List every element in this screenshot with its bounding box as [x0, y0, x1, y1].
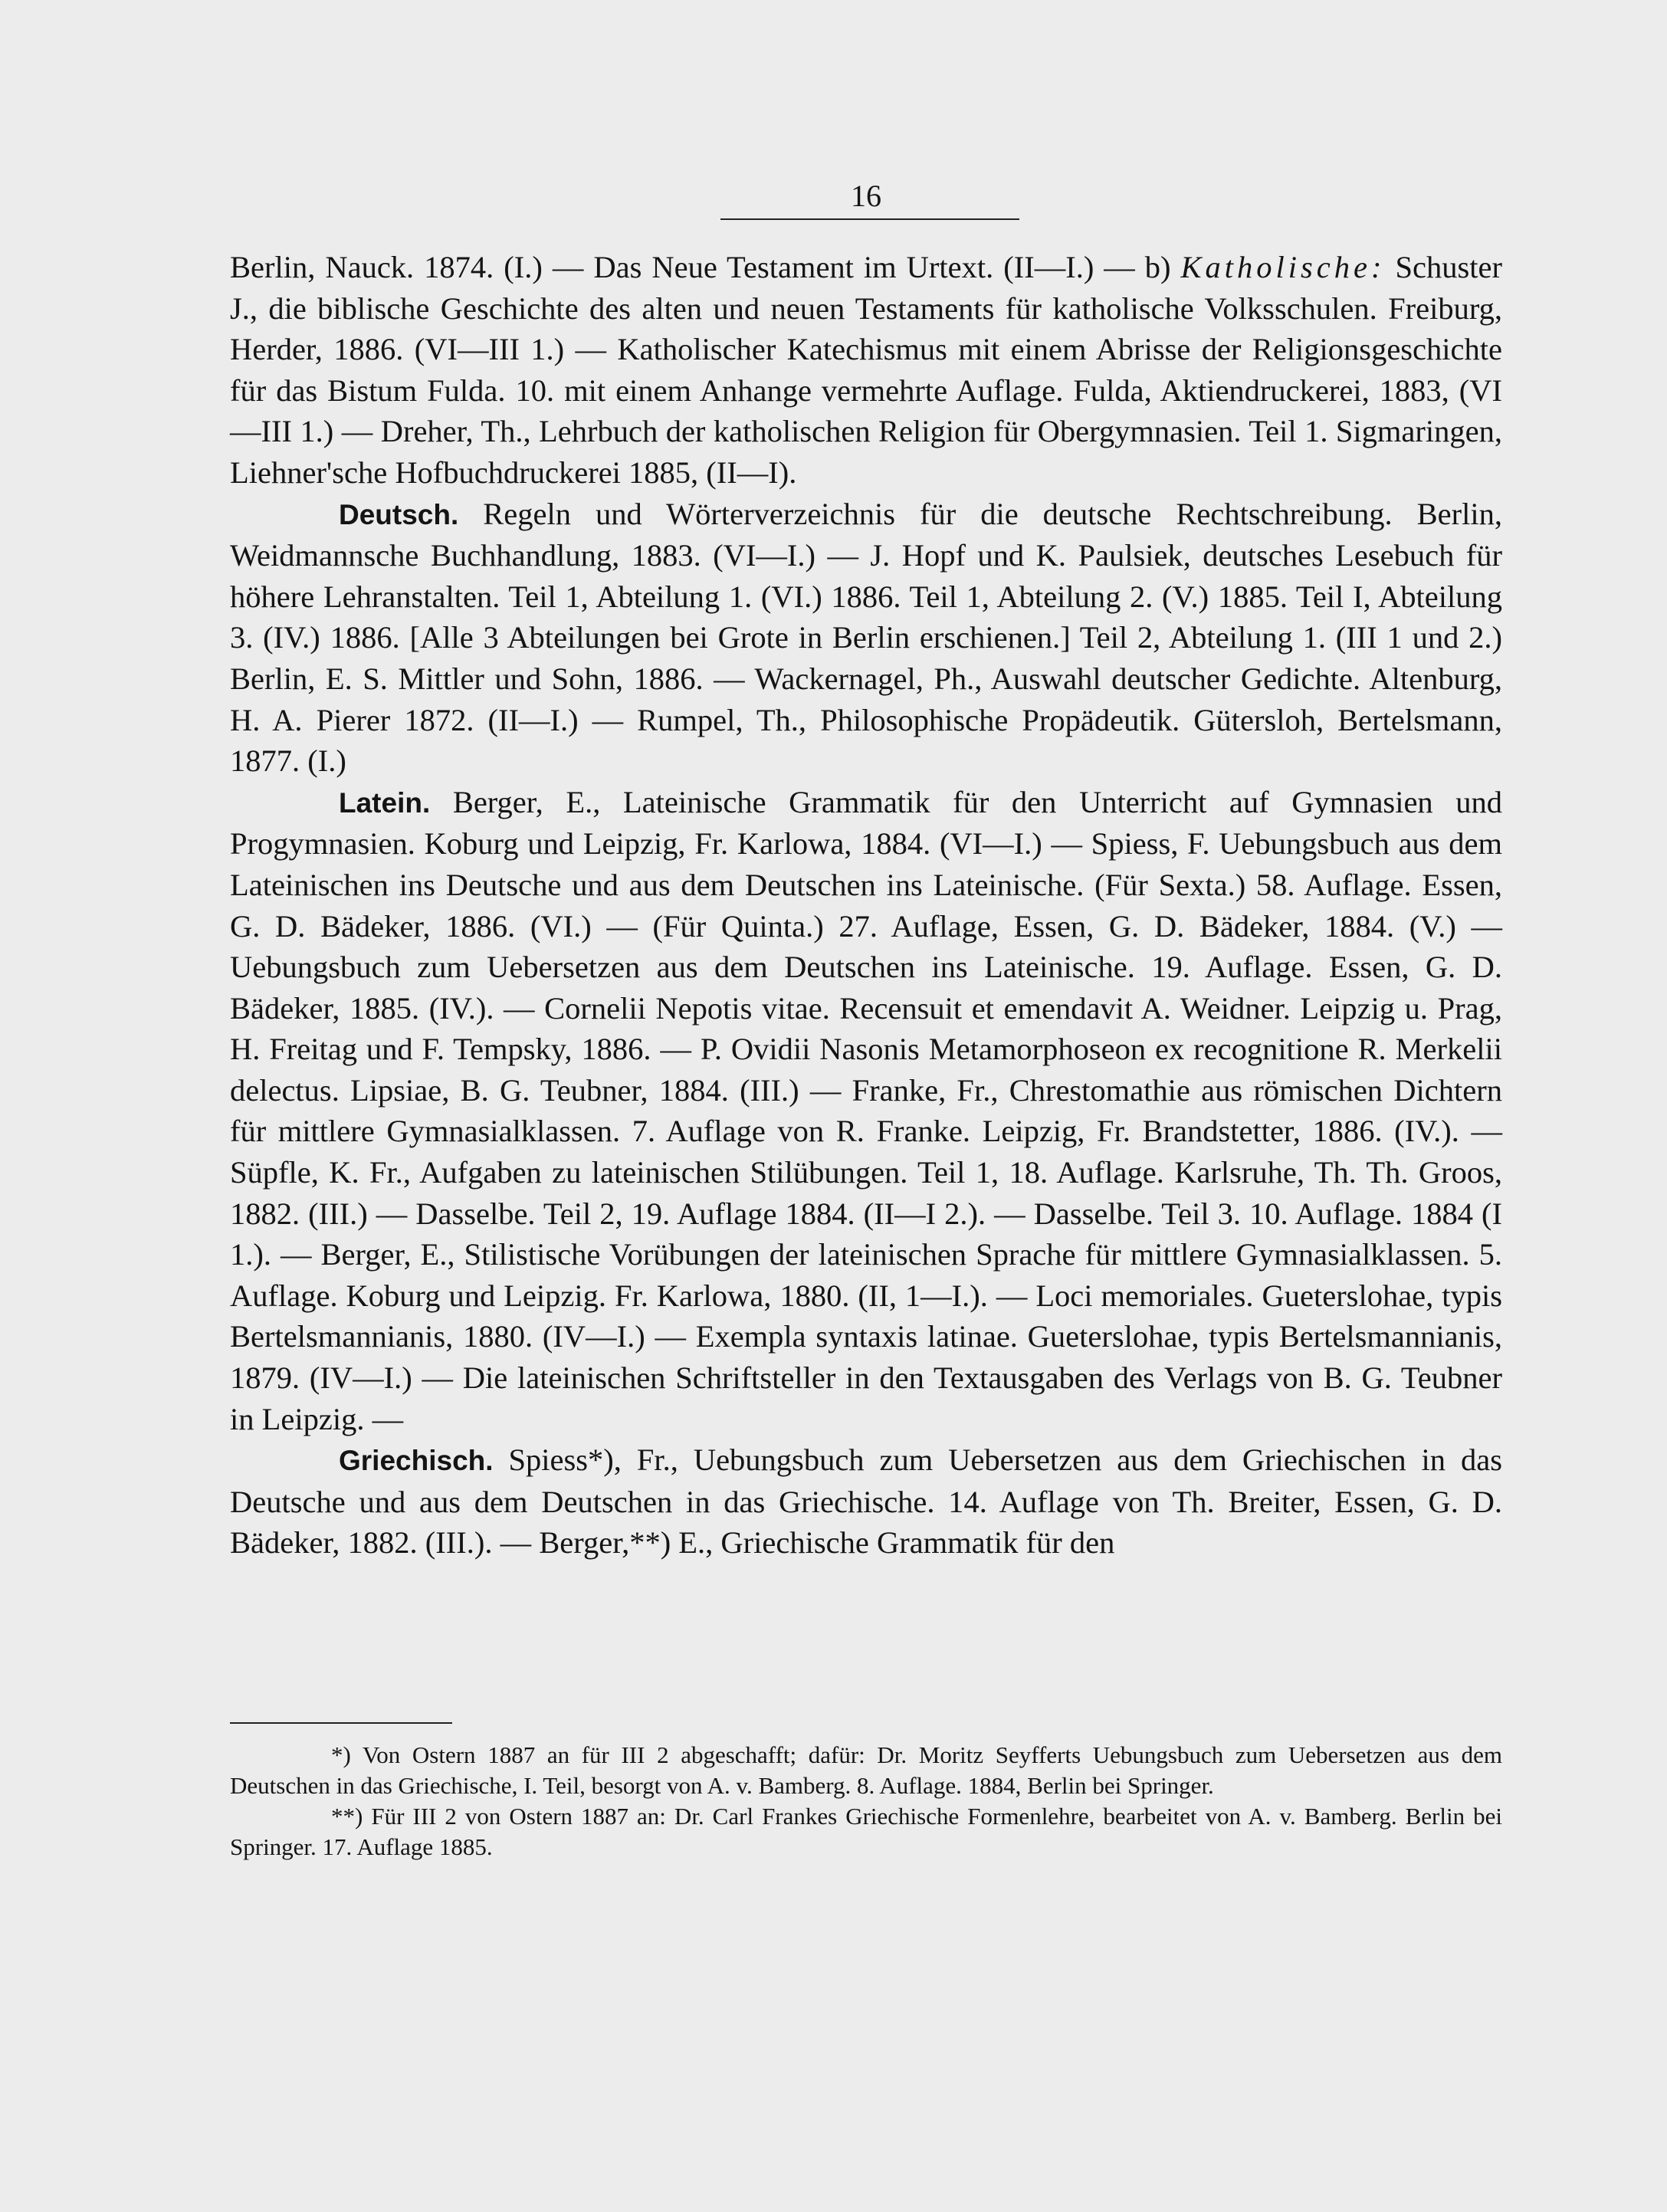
paragraph-religion [230, 247, 1502, 494]
paragraph-text: Spiess*), Fr., Uebungsbuch zum Uebersetzen aus dem Griechischen in das Deutsche und aus dem Deutschen in das Griechische. 14. Auflage von Th. Breiter, Essen, G. D. Bädeker, 1882. (III.). — Berger,**) E., Griechische Grammatik für den [230, 1442, 1502, 1561]
section-heading-griechisch: Griechisch. [339, 1445, 494, 1477]
footnotes [230, 1740, 1502, 1862]
page-number: 16 [851, 179, 881, 213]
paragraph-text: Schuster J., die biblische Geschichte des alten und neuen Testaments für katholische Volksschulen. Freiburg, Herder, 1886. (VI—III 1.) — Katholischer Katechismus mit einem Abrisse der Religionsgeschichte für das Bistum Fulda. 10. mit einem Anhange vermehrte Auflage. Fulda, Aktiendruckerei, 1883, (VI—III 1.) — Dreher, Th., Lehrbuch der katholischen Religion für Obergymnasien. Teil 1. Sigmaringen, Liehner'sche Hofbuchdruckerei 1885, (II—I). [230, 250, 1502, 490]
paragraph-text: Regeln und Wörterverzeichnis für die deutsche Rechtschreibung. Berlin, Weidmannsche Buchhandlung, 1883. (VI—I.) — J. Hopf und K. Paulsiek, deutsches Lesebuch für höhere Lehranstalten. Teil 1, Abteilung 1. (VI.) 1886. Teil 1, Abteilung 2. (V.) 1885. Teil I, Abteilung 3. (IV.) 1886. [Alle 3 Abteilungen bei Grote in Berlin erschienen.] Teil 2, Abteilung 1. (III 1 und 2.) Berlin, E. S. Mittler und Sohn, 1886. — Wackernagel, Ph., Auswahl deutscher Gedichte. Altenburg, H. A. Pierer 1872. (II—I.) — Rumpel, Th., Philosophische Propädeutik. Gütersloh, Bertelsmann, 1877. (I.) [230, 496, 1502, 779]
footnote-2: **) Für III 2 von Ostern 1887 an: Dr. Carl Frankes Griechische Formenlehre, bearbeitet von A. v. Bamberg. Berlin bei Springer. 17. Auflage 1885. [230, 1803, 1502, 1860]
paragraph-griechisch [230, 1439, 1502, 1564]
footnote-1: *) Von Ostern 1887 an für III 2 abgeschafft; dafür: Dr. Moritz Seyfferts Uebungsbuch zum Uebersetzen aus dem Deutschen in das Griechische, I. Teil, besorgt von A. v. Bamberg. 8. Auflage. 1884, Berlin bei Springer. [230, 1741, 1502, 1799]
paragraph-text: Berger, E., Lateinische Grammatik für den Unterricht auf Gymnasien und Progymnasien. Koburg und Leipzig, Fr. Karlowa, 1884. (VI—I.) — Spiess, F. Uebungsbuch aus dem Lateinischen ins Deutsche und aus dem Deutschen ins Lateinische. (Für Sexta.) 58. Auflage. Essen, G. D. Bädeker, 1886. (VI.) — (Für Quinta.) 27. Auflage, Essen, G. D. Bädeker, 1884. (V.) — Uebungsbuch zum Uebersetzen aus dem Deutschen ins Lateinische. 19. Auflage. Essen, G. D. Bädeker, 1885. (IV.). — Cornelii Nepotis vitae. Recensuit et emendavit A. Weidner. Leipzig u. Prag, H. Freitag und F. Tempsky, 1886. — P. Ovidii Nasonis Metamorphoseon ex recognitione R. Merkelii delectus. Lipsiae, B. G. Teubner, 1884. (III.) — Franke, Fr., Chrestomathie aus römischen Dichtern für mittlere Gymnasialklassen. 7. Auflage von R. Franke. Leipzig, Fr. Brandstetter, 1886. (IV.). — Süpfle, K. Fr., Aufgaben zu lateinischen Stilübungen. Teil 1, 18. Auflage. Karlsruhe, Th. Th. Groos, 1882. (III.) — Dasselbe. Teil 2, 19. Auflage 1884. (II—I 2.). — Dasselbe. Teil 3. 10. Auflage. 1884 (I 1.). — Berger, E., Stilistische Vorübungen der lateinischen Sprache für mittlere Gymnasialklassen. 5. Auflage. Koburg und Leipzig. Fr. Karlowa, 1880. (II, 1—I.). — Loci memoriales. Gueterslohae, typis Bertelsmannianis, 1880. (IV—I.) — Exempla syntaxis latinae. Gueterslohae, typis Bertelsmannianis, 1879. (IV—I.) — Die lateinischen Schriftsteller in den Textausgaben des Verlags von B. G. Teubner in Leipzig. — [230, 784, 1502, 1436]
section-heading-deutsch: Deutsch. [339, 498, 459, 530]
header-rule [720, 218, 1019, 220]
paragraph-deutsch [230, 494, 1502, 782]
section-heading-latein: Latein. [339, 786, 431, 819]
footnote-rule [230, 1722, 452, 1724]
paragraph-latein [230, 782, 1502, 1440]
body-text [230, 247, 1502, 1564]
paragraph-text: Berlin, Nauck. 1874. (I.) — Das Neue Testament im Urtext. (II—I.) — b) [230, 250, 1181, 284]
section-label-katholische: Katholische: [1180, 250, 1386, 284]
